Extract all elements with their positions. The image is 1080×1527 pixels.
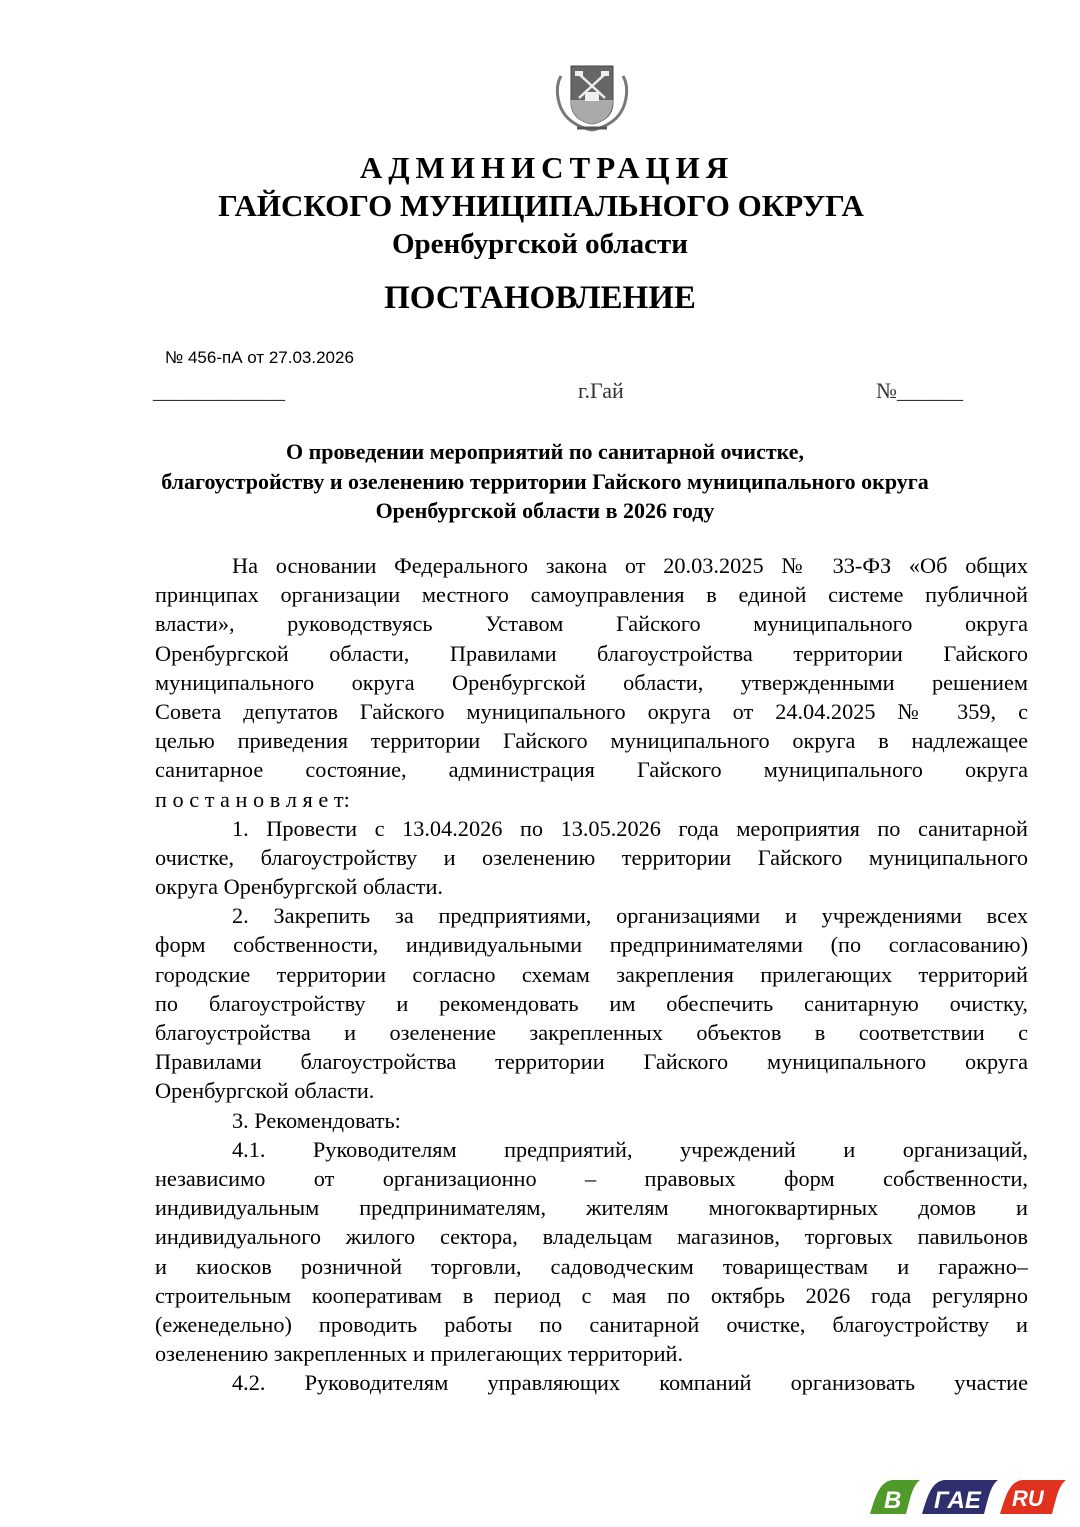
- body-line: озеленению закрепленных и прилегающих территорий.: [155, 1341, 684, 1367]
- body-line: индивидуального жилого сектора, владельцам магазинов, торговых павильонов: [155, 1224, 1028, 1250]
- body-line: санитарное состояние, администрация Гайского муниципального округа: [155, 757, 1028, 783]
- org-region: Оренбургской области: [392, 228, 688, 260]
- body-line: и киосков розничной торговли, садоводческим товариществам и гаражно–: [155, 1253, 1028, 1279]
- svg-text:ГАЕ: ГАЕ: [934, 1487, 981, 1514]
- body-line: (еженедельно) проводить работы по санитарной очистке, благоустройству и: [155, 1311, 1028, 1337]
- doc-type: ПОСТАНОВЛЕНИЕ: [384, 280, 696, 316]
- body-line: 2. Закрепить за предприятиями, организациями и учреждениями всех: [232, 903, 1028, 929]
- body-line: очистке, благоустройству и озеленению территории Гайского муниципального: [155, 844, 1028, 870]
- vgae-logo: [862, 1480, 1067, 1514]
- body-line: Оренбургской области.: [155, 1078, 375, 1104]
- title-line: О проведении мероприятий по санитарной очистке,: [285, 439, 805, 464]
- body-line: независимо от организационно – правовых форм собственности,: [155, 1165, 1028, 1191]
- body-line: Оренбургской области, Правилами благоустройства территории Гайского: [155, 640, 1028, 666]
- city: г.Гай: [578, 378, 624, 403]
- body-line: п о с т а н о в л я е т:: [155, 786, 350, 812]
- body-line: по благоустройству и рекомендовать им обеспечить санитарную очистку,: [155, 990, 1028, 1016]
- org-name-line2: ГАЙСКОГО МУНИЦИПАЛЬНОГО ОКРУГА: [218, 188, 864, 223]
- body-line: благоустройства и озеленение закрепленных объектов в соответствии с: [155, 1020, 1028, 1045]
- registration-number: № 456-пА от 27.03.2026: [165, 348, 354, 367]
- body-line: принципах организации местного самоуправления в единой системе публичной: [155, 582, 1028, 608]
- number-blank: №______: [876, 378, 963, 403]
- body-line: 4.1. Руководителям предприятий, учреждений и организаций,: [232, 1136, 1028, 1162]
- body-line: 3. Рекомендовать:: [232, 1107, 401, 1133]
- coat-of-arms-emblem: [553, 62, 631, 134]
- org-name-line1: АДМИНИСТРАЦИЯ: [359, 150, 735, 185]
- body-line: муниципального округа Оренбургской области, утвержденными решением: [155, 669, 1028, 695]
- body-line: целью приведения территории Гайского муниципального округа в надлежащее: [155, 728, 1028, 754]
- body-line: форм собственности, индивидуальными предпринимателями (по согласованию): [155, 932, 1028, 958]
- body-line: городские территории согласно схемам закрепления прилегающих территорий: [155, 961, 1028, 987]
- body-line: Правилами благоустройства территории Гайского муниципального округа: [155, 1049, 1028, 1075]
- title-line: Оренбургской области в 2026 году: [375, 498, 715, 523]
- svg-text:В: В: [884, 1487, 902, 1514]
- svg-text:RU: RU: [1012, 1486, 1044, 1511]
- body-line: На основании Федерального закона от 20.03.2025 № 33-ФЗ «Об общих: [232, 553, 1028, 578]
- body-line: индивидуальным предпринимателям, жителям многоквартирных домов и: [155, 1195, 1028, 1221]
- body-line: 4.2. Руководителям управляющих компаний организовать участие: [232, 1370, 1028, 1396]
- date-blank: ____________: [153, 378, 285, 403]
- title-line: благоустройству и озеленению территории Гайского муниципального округа: [161, 468, 929, 494]
- body-line: округа Оренбургской области.: [155, 874, 443, 900]
- document-body: [155, 551, 1028, 1397]
- body-line: 1. Провести с 13.04.2026 по 13.05.2026 года мероприятия по санитарной: [232, 815, 1028, 841]
- body-line: строительным кооперативам в период с мая по октябрь 2026 года регулярно: [155, 1282, 1028, 1308]
- body-line: власти», руководствуясь Уставом Гайского муниципального округа: [155, 611, 1028, 637]
- body-line: Совета депутатов Гайского муниципального округа от 24.04.2025 № 359, с: [155, 698, 1028, 724]
- document-title: [0, 437, 1080, 526]
